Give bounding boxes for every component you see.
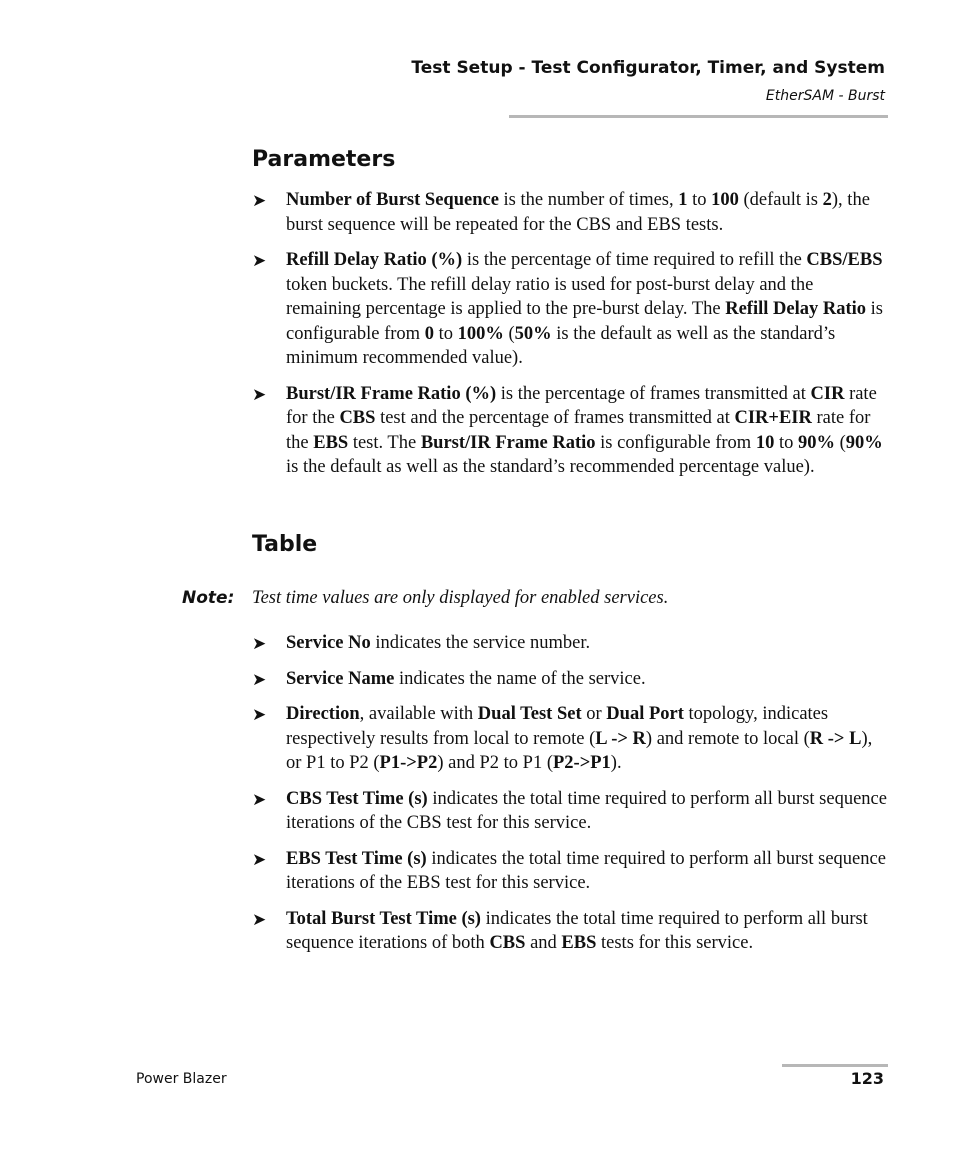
bold-term: Direction bbox=[286, 704, 360, 724]
item-text: rate for the bbox=[286, 383, 877, 428]
bullet-arrow-icon: ➤ bbox=[252, 384, 267, 405]
item-text: indicates the total time required to perform all burst sequence iterations of both bbox=[286, 908, 868, 953]
list-item bbox=[252, 631, 888, 656]
item-text: is the default as well as the standard’s minimum recommended value). bbox=[286, 323, 836, 368]
bullet-arrow-icon: ➤ bbox=[252, 191, 267, 211]
bold-term: Refill Delay Ratio (%) bbox=[286, 250, 463, 270]
bold-term: CIR bbox=[810, 383, 845, 404]
item-text: is the percentage of time required to refill the bbox=[462, 250, 807, 270]
bold-term: Burst/IR Frame Ratio bbox=[420, 432, 596, 453]
section-heading-parameters: Parameters bbox=[252, 147, 396, 172]
item-text: token buckets. The refill delay ratio is used for post-burst delay and the remaining percentage is applied to the pre-burst delay. The bbox=[286, 274, 814, 319]
bold-term: Dual Test Set bbox=[477, 704, 582, 724]
bold-term: EBS bbox=[561, 933, 597, 953]
bold-term: 50% bbox=[514, 323, 552, 344]
item-text: indicates the service number. bbox=[370, 633, 591, 653]
item-text: indicates the name of the service. bbox=[394, 668, 646, 689]
item-text: topology, indicates respectively results from local to remote ( bbox=[286, 704, 829, 749]
footer-product: Power Blazer bbox=[136, 1071, 227, 1087]
bold-term: P1->P2 bbox=[379, 753, 438, 773]
item-text: ( bbox=[834, 432, 846, 453]
bold-term: EBS Test Time (s) bbox=[286, 848, 427, 869]
item-text: ) and remote to local ( bbox=[645, 728, 810, 749]
item-text: to bbox=[774, 432, 798, 453]
header-divider bbox=[509, 115, 888, 118]
list-item bbox=[252, 382, 888, 480]
list-item bbox=[252, 907, 888, 956]
list-item bbox=[252, 702, 888, 776]
bold-term: L -> R bbox=[595, 728, 646, 749]
bold-term: Service Name bbox=[286, 668, 395, 689]
bold-term: Number of Burst Sequence bbox=[286, 190, 499, 210]
bullet-arrow-icon: ➤ bbox=[252, 849, 267, 870]
table-fields-list bbox=[252, 631, 888, 967]
item-text: test. The bbox=[348, 432, 421, 453]
list-item bbox=[252, 248, 888, 371]
bold-term: CBS bbox=[339, 408, 376, 428]
header-subtitle: EtherSAM - Burst bbox=[765, 88, 885, 104]
bullet-arrow-icon: ➤ bbox=[252, 705, 267, 725]
item-text: tests for this service. bbox=[596, 933, 754, 953]
bold-term: 10 bbox=[755, 432, 775, 453]
bullet-arrow-icon: ➤ bbox=[252, 789, 267, 810]
list-item bbox=[252, 847, 888, 896]
item-text: ) and P2 to P1 ( bbox=[437, 753, 553, 773]
item-text: , available with bbox=[359, 704, 478, 724]
bold-term: 90% bbox=[797, 432, 835, 453]
note-label: Note: bbox=[182, 588, 235, 608]
parameters-list bbox=[252, 188, 888, 491]
bold-term: 1 bbox=[678, 190, 688, 210]
page-number: 123 bbox=[850, 1069, 884, 1088]
bold-term: 100 bbox=[711, 190, 739, 210]
item-text: to bbox=[433, 323, 458, 344]
bold-term: CBS bbox=[489, 933, 526, 953]
bold-term: Refill Delay Ratio bbox=[725, 299, 866, 319]
list-item bbox=[252, 667, 888, 692]
header-title: Test Setup - Test Configurator, Timer, and System bbox=[411, 58, 885, 78]
item-text: is the percentage of frames transmitted at bbox=[496, 383, 811, 404]
item-text: is configurable from bbox=[286, 299, 883, 344]
footer-divider bbox=[782, 1064, 888, 1067]
bold-term: R -> L bbox=[809, 728, 862, 749]
item-text: ( bbox=[503, 323, 515, 344]
list-item bbox=[252, 188, 888, 237]
bullet-arrow-icon: ➤ bbox=[252, 251, 267, 271]
bold-term: P2->P1 bbox=[552, 753, 611, 773]
item-text: rate for the bbox=[286, 408, 871, 453]
item-text: indicates the total time required to perform all burst sequence iterations of the CBS test for this service. bbox=[286, 788, 887, 833]
bold-term: 2 bbox=[822, 190, 832, 210]
item-text: ), the burst sequence will be repeated for the CBS and EBS tests. bbox=[286, 190, 870, 235]
bold-term: 0 bbox=[424, 323, 434, 344]
bold-term: Burst/IR Frame Ratio (%) bbox=[286, 383, 497, 404]
bold-term: Service No bbox=[286, 633, 371, 653]
bold-term: CBS Test Time (s) bbox=[286, 788, 428, 809]
bold-term: CBS/EBS bbox=[806, 250, 883, 270]
item-text: and bbox=[525, 933, 562, 953]
bold-term: EBS bbox=[313, 432, 349, 453]
bold-term: 90% bbox=[845, 432, 883, 453]
bullet-arrow-icon: ➤ bbox=[252, 634, 267, 654]
item-text: is the default as well as the standard’s recommended percentage value). bbox=[286, 457, 815, 477]
bullet-arrow-icon: ➤ bbox=[252, 909, 267, 930]
bold-term: 100% bbox=[457, 323, 504, 344]
item-text: (default is bbox=[738, 190, 823, 210]
item-text: is configurable from bbox=[595, 432, 756, 453]
bold-term: Dual Port bbox=[606, 704, 684, 724]
note-text: Test time values are only displayed for enabled services. bbox=[252, 588, 669, 608]
bold-term: Total Burst Test Time (s) bbox=[286, 908, 481, 929]
item-text: is the number of times, bbox=[498, 190, 679, 210]
section-heading-table: Table bbox=[252, 532, 318, 557]
item-text: test and the percentage of frames transmitted at bbox=[375, 408, 735, 428]
item-text: indicates the total time required to perform all burst sequence iterations of the EBS test for this service. bbox=[286, 848, 886, 893]
item-text: to bbox=[687, 190, 712, 210]
list-item bbox=[252, 787, 888, 836]
bullet-arrow-icon: ➤ bbox=[252, 669, 267, 690]
item-text: ). bbox=[610, 753, 622, 773]
item-text: ), or P1 to P2 ( bbox=[286, 728, 873, 773]
item-text: or bbox=[581, 704, 607, 724]
bold-term: CIR+EIR bbox=[734, 408, 812, 428]
